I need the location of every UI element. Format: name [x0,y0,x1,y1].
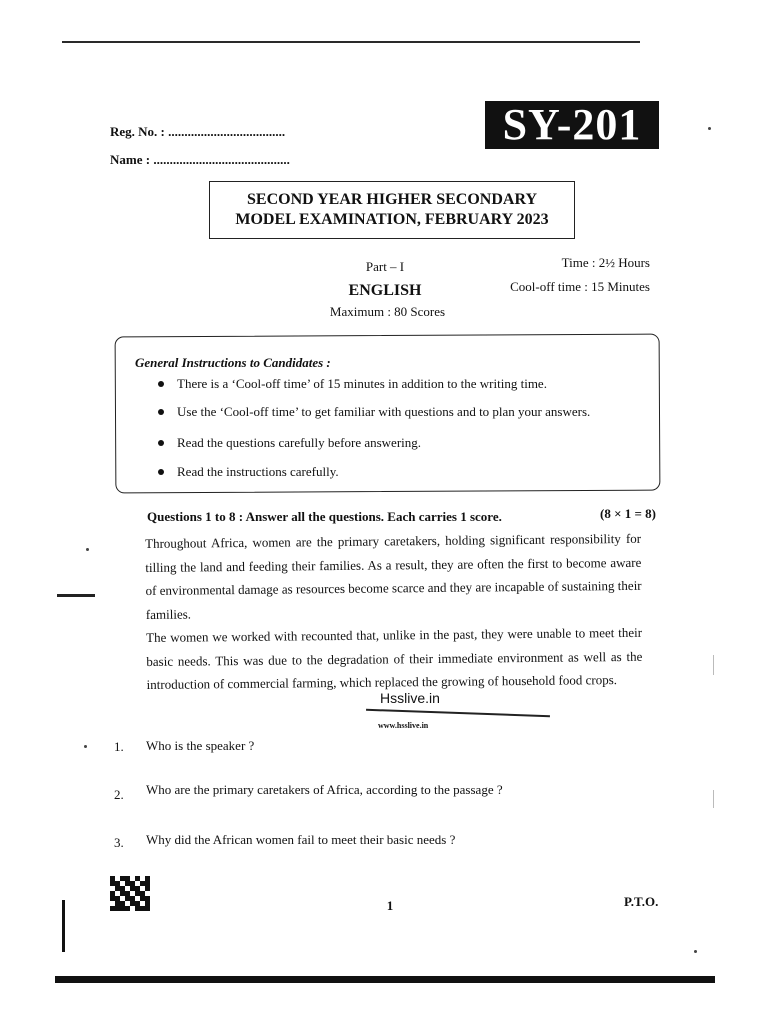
reading-passage [145,527,643,697]
page-number: 1 [386,898,394,913]
instruction-text: There is a ‘Cool-off time’ of 15 minutes in addition to the writing time. [177,376,547,391]
instruction-text: Read the questions carefully before answering. [177,435,422,450]
time-allowed: Time : 2½ Hours [561,255,650,270]
name-field: Name : .......................................... [110,152,290,167]
top-rule [62,41,640,43]
bullet-icon [158,409,164,415]
qr-code-icon [110,876,150,912]
scan-artifact [713,790,714,808]
instruction-item [158,435,421,451]
question-text: Why did the African women fail to meet their basic needs ? [146,832,456,847]
exam-title-line1: SECOND YEAR HIGHER SECONDARY [247,191,537,208]
exam-title-line2: MODEL EXAMINATION, FEBRUARY 2023 [235,211,549,228]
instructions-heading: General Instructions to Candidates : [135,355,331,370]
passage-paragraph-2: The women we worked with recounted that, unlike in the past, they were unable to meet their basic needs. This was due to the degradation of their immediate environment as well as the introduction of commercial farming, which replaced the growing of household food crops. [146,624,643,692]
bullet-icon [158,469,164,475]
scan-speck [708,127,711,130]
bullet-icon [158,440,164,446]
cool-off-time: Cool-off time : 15 Minutes [510,279,650,294]
max-score: Maximum : 80 Scores [329,304,446,319]
pto-label: P.T.O. [624,894,659,909]
bullet-icon [158,381,164,387]
scan-speck [694,950,697,953]
instruction-item [158,376,547,392]
question-text: Who are the primary caretakers of Africa, according to the passage ? [146,782,503,797]
paper-code: SY-201 [485,101,659,149]
watermark-url: www.hsslive.in [378,721,429,730]
passage-paragraph-1: Throughout Africa, women are the primary caretakers, holding significant responsibility for tilling the land and feeding their families. As a result, they are often the first to become aware of environmental damage as resources become scarce and they are incapable of sustaining their families. [145,530,642,622]
question-number: 1. [114,739,124,754]
scan-speck [84,745,87,748]
instruction-item [158,404,590,420]
question-number: 2. [114,787,124,802]
part-label: Part – I [365,259,405,274]
question-number: 3. [114,835,124,850]
section-heading: Questions 1 to 8 : Answer all the questions. Each carries 1 score. [147,509,502,524]
margin-stroke [62,900,65,952]
exam-title-box [209,181,575,239]
bottom-rule [55,976,715,983]
scan-artifact [713,655,714,675]
instruction-text: Use the ‘Cool-off time’ to get familiar with questions and to plan your answers. [177,404,591,419]
reg-no-field: Reg. No. : .................................... [110,124,286,139]
instruction-text: Read the instructions carefully. [177,464,339,479]
question-text: Who is the speaker ? [146,738,255,753]
section-score: (8 × 1 = 8) [600,506,656,521]
margin-mark [57,594,95,597]
scan-speck [86,548,89,551]
watermark-underline [366,709,550,717]
subject-title: ENGLISH [348,282,422,299]
instruction-item [158,464,339,480]
watermark-text: Hsslive.in [380,690,440,706]
